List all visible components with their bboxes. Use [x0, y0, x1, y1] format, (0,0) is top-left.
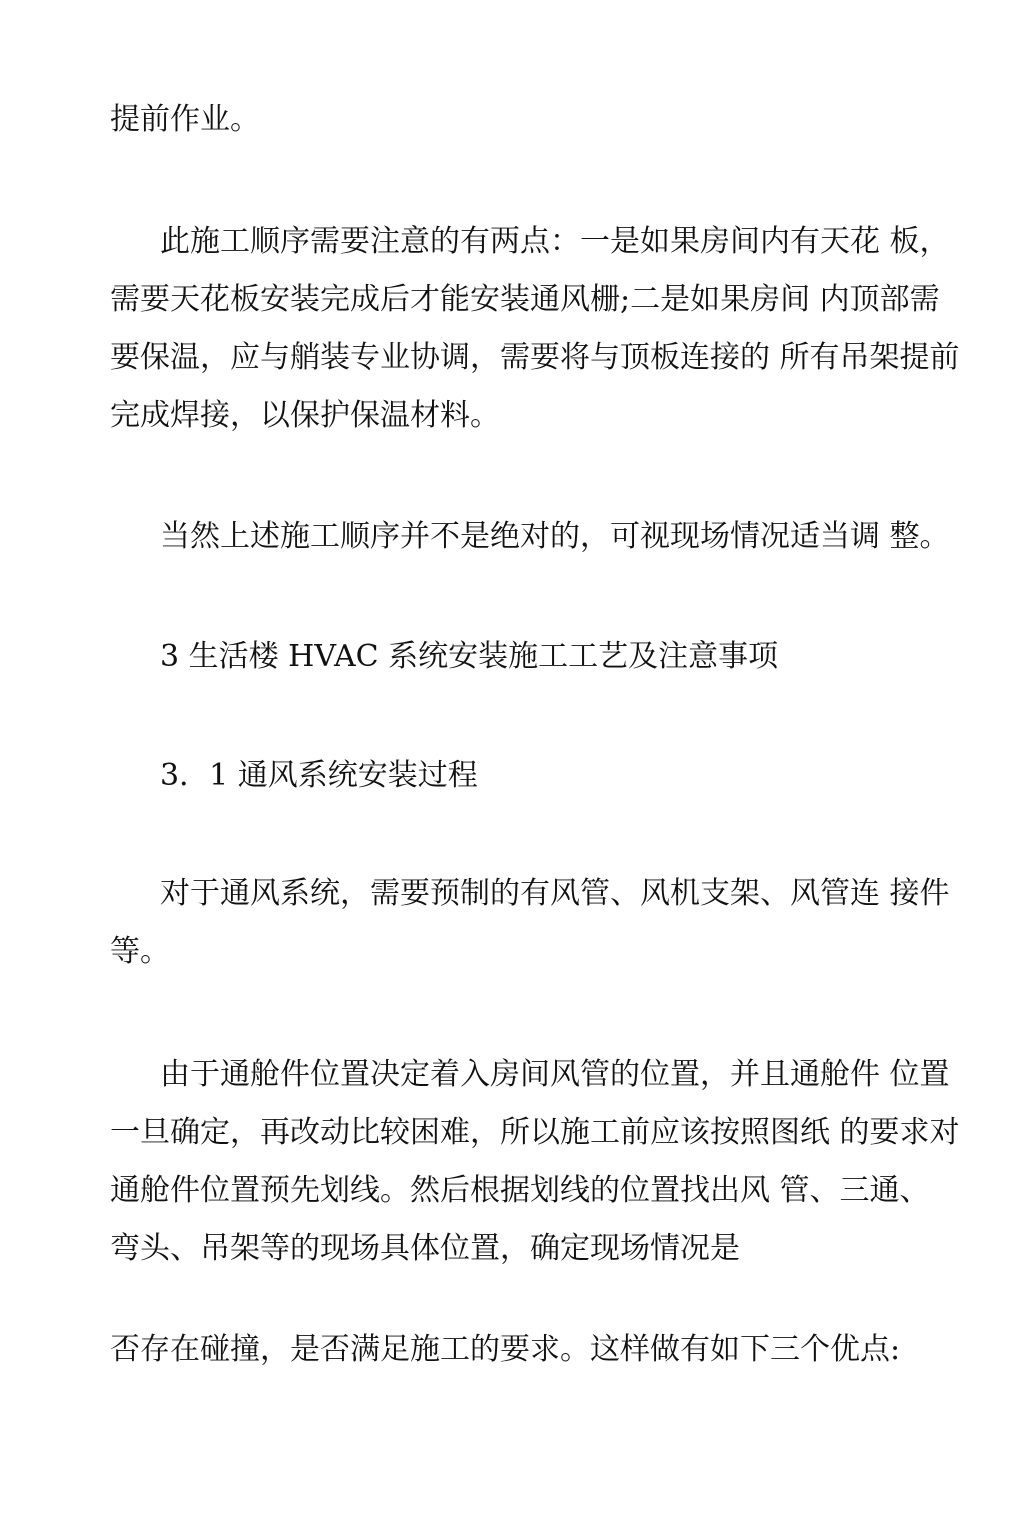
text-line-2: 此施工顺序需要注意的有两点：一是如果房间内有天花 板，: [160, 224, 950, 259]
text-line-3: 需要天花板安装完成后才能安装通风栅;二是如果房间 内顶部需: [110, 282, 940, 317]
section-heading: 3 生活楼 HVAC 系统安装施工工艺及注意事项: [160, 639, 779, 674]
text-line-1: 提前作业。: [110, 102, 260, 137]
subsection-heading: 3．1 通风系统安装过程: [160, 758, 478, 793]
text-line-6: 当然上述施工顺序并不是绝对的，可视现场情况适当调 整。: [160, 519, 950, 554]
text-line-13: 通舱件位置预先划线。然后根据划线的位置找出风 管、三通、: [110, 1173, 930, 1208]
text-line-9: 对于通风系统，需要预制的有风管、风机支架、风管连 接件: [160, 876, 950, 911]
text-line-11: 由于通舱件位置决定着入房间风管的位置，并且通舱件 位置: [160, 1057, 950, 1092]
text-line-12: 一旦确定，再改动比较困难，所以施工前应该按照图纸 的要求对: [110, 1115, 960, 1150]
text-line-10: 等。: [110, 934, 170, 969]
text-line-5: 完成焊接，以保护保温材料。: [110, 398, 500, 433]
text-line-15: 否存在碰撞，是否满足施工的要求。这样做有如下三个优点:: [110, 1332, 901, 1367]
text-line-4: 要保温，应与艄装专业协调，需要将与顶板连接的 所有吊架提前: [110, 340, 960, 375]
text-line-14: 弯头、吊架等的现场具体位置，确定现场情况是: [110, 1231, 740, 1266]
